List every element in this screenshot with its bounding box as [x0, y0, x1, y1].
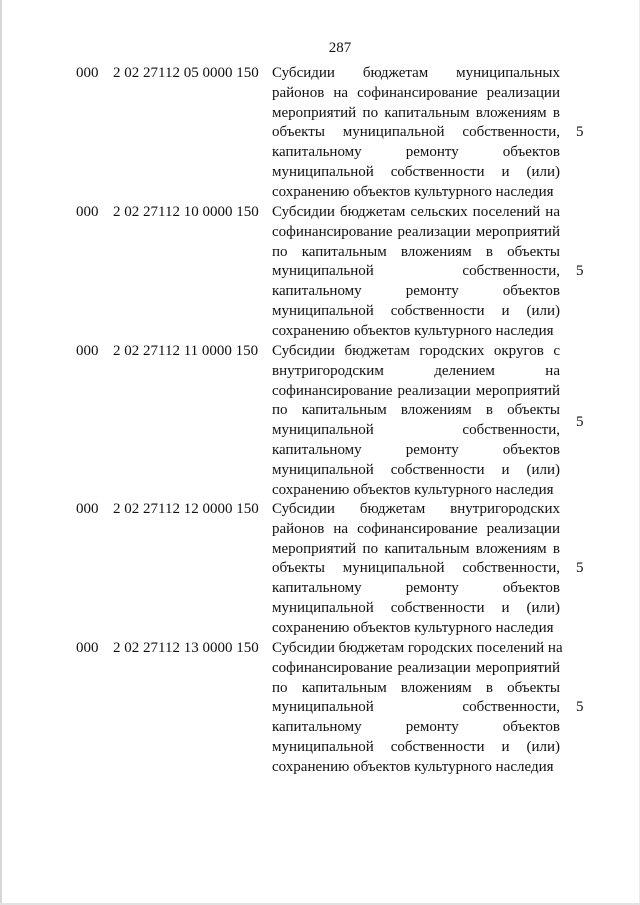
description-line: сохранению объектов культурного наследия [272, 758, 554, 775]
amount: 5 [576, 414, 584, 431]
admin-code: 000 [76, 640, 99, 656]
description-line: муниципальной собственности, [272, 699, 560, 716]
admin-code: 000 [76, 501, 99, 517]
budget-classification-code: 2 02 27112 13 0000 150 [113, 640, 259, 656]
description-line: капитальному ремонту объектов [272, 441, 560, 458]
description-line: сохранению объектов культурного наследия [272, 619, 554, 636]
description-line: муниципальной собственности и (или) [272, 599, 560, 616]
amount: 5 [576, 699, 584, 716]
admin-code: 000 [76, 65, 99, 81]
amount: 5 [576, 263, 584, 280]
description-line: по капитальным вложениям в объекты [272, 402, 560, 419]
description-line: внутригородским делением на [272, 362, 560, 379]
description-line: капитальному ремонту объектов [272, 580, 560, 597]
description [272, 500, 560, 639]
description-line: муниципальной собственности, [272, 263, 560, 280]
description-line: сохранению объектов культурного наследия [272, 322, 554, 339]
amount: 5 [576, 124, 584, 141]
description-line: софинансирование реализации мероприятий [272, 382, 560, 399]
description [272, 64, 560, 203]
description-line: Субсидии бюджетам городских поселений на [272, 640, 563, 656]
description-line: Субсидии бюджетам сельских поселений на [272, 204, 560, 220]
admin-code: 000 [76, 204, 99, 220]
description-line: сохранению объектов культурного наследия [272, 481, 554, 498]
scan-left-edge [0, 0, 2, 905]
amount: 5 [576, 560, 584, 577]
description-line: районов на софинансирование реализации [272, 84, 560, 101]
description-line: районов на софинансирование реализации [272, 520, 560, 537]
description-line: Субсидии бюджетам муниципальных [272, 65, 560, 81]
description-line: Субсидии бюджетам внутригородских [272, 501, 560, 517]
description [272, 203, 560, 342]
description-line: объекты муниципальной собственности, [272, 560, 560, 577]
description-line: мероприятий по капитальным вложениям в [272, 540, 560, 557]
description-line: сохранению объектов культурного наследия [272, 183, 554, 200]
description-line: муниципальной собственности и (или) [272, 163, 560, 180]
description-line: софинансирование реализации мероприятий [272, 223, 560, 240]
description-line: объекты муниципальной собственности, [272, 124, 560, 141]
description [272, 342, 560, 500]
description-line: софинансирование реализации мероприятий [272, 659, 560, 676]
admin-code: 000 [76, 343, 99, 359]
budget-classification-code: 2 02 27112 05 0000 150 [113, 65, 259, 81]
budget-classification-code: 2 02 27112 10 0000 150 [113, 204, 259, 220]
description-line: капитальному ремонту объектов [272, 144, 560, 161]
description-line: капитальному ремонту объектов [272, 719, 560, 736]
description-line: мероприятий по капитальным вложениям в [272, 104, 560, 121]
description [272, 639, 563, 778]
description-line: муниципальной собственности и (или) [272, 461, 560, 478]
description-line: Субсидии бюджетам городских округов с [272, 343, 560, 359]
description-line: муниципальной собственности и (или) [272, 302, 560, 319]
budget-classification-code: 2 02 27112 11 0000 150 [113, 343, 259, 359]
description-line: муниципальной собственности и (или) [272, 738, 560, 755]
description-line: капитальному ремонту объектов [272, 283, 560, 300]
description-line: по капитальным вложениям в объекты [272, 679, 560, 696]
page-number: 287 [328, 40, 352, 56]
description-line: муниципальной собственности, [272, 422, 560, 439]
budget-classification-code: 2 02 27112 12 0000 150 [113, 501, 259, 517]
description-line: по капитальным вложениям в объекты [272, 243, 560, 260]
